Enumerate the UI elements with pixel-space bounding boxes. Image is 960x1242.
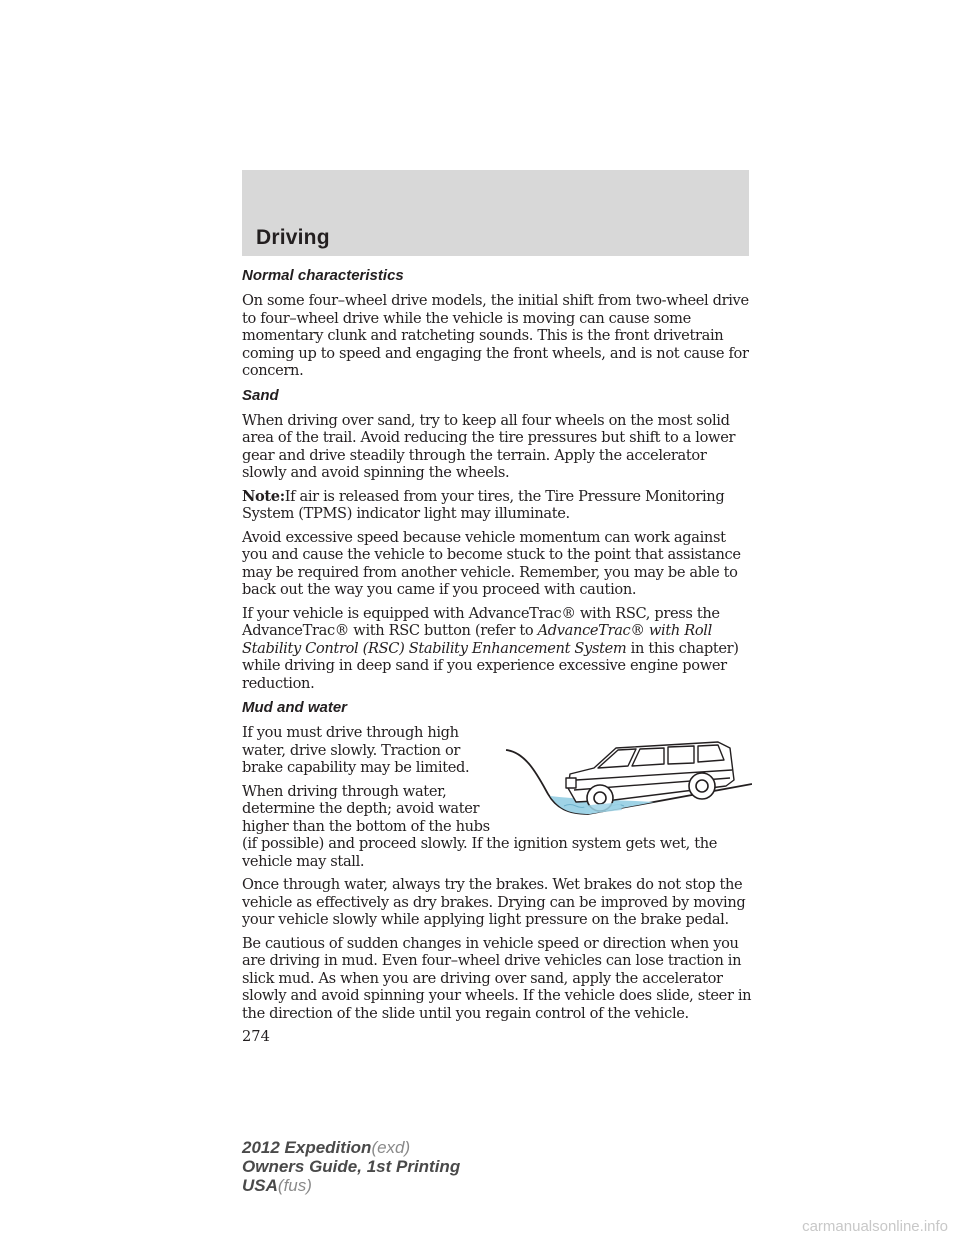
footer-line-1: [242, 1138, 460, 1157]
note-label: Note:: [242, 487, 285, 505]
mud-paragraph-3: Once through water, always try the brakes. Wet brakes do not stop the vehicle as effectively as dry brakes. Drying can be improved by moving your vehicle slowly while applying light pressure on the brake pedal.: [242, 876, 746, 928]
mud-paragraph-1: If you must drive through high water, drive slowly. Traction or brake capability may be limited.: [242, 724, 470, 776]
sand-paragraph-2: Avoid excessive speed because vehicle momentum can work against you and cause the vehicle to become stuck to the point that assistance may be required from another vehicle. Remember, you may be able to back out the way you came if you proceed with caution.: [242, 528, 741, 598]
sand-p3-text-a: If your vehicle is equipped with AdvanceTrac® with RSC, press the AdvanceTrac® with RSC button (refer to: [242, 604, 720, 639]
heading-normal-characteristics: Normal characteristics: [242, 267, 404, 284]
normal-characteristics-paragraph: On some four–wheel drive models, the initial shift from two-wheel drive to four–wheel drive while the vehicle is moving can cause some momentary clunk and ratcheting sounds. This is the front drivetrain coming up to speed and engaging the front wheels, and is not cause for concern.: [242, 292, 749, 379]
advancetrac-reference: AdvanceTrac® with Roll Stability Control (RSC) Stability Enhancement System: [242, 622, 712, 657]
note-text: If air is released from your tires, the Tire Pressure Monitoring System (TPMS) indicator light may illuminate.: [242, 487, 725, 522]
page-number: 274: [242, 1028, 270, 1045]
footer-market-code: (fus): [277, 1176, 312, 1195]
footer-model: 2012 Expedition: [242, 1138, 372, 1157]
mud-paragraph-2a: When driving through water, determine the depth; avoid water higher than the bottom of the hubs: [242, 782, 490, 835]
section-header-band: [242, 170, 749, 256]
heading-sand: Sand: [242, 386, 279, 404]
sand-paragraph-1: When driving over sand, try to keep all four wheels on the most solid area of the trail. Avoid reducing the tire pressures but shift to a lower gear and drive steadily through the terrain. Apply the accelerator slowly and avoid spinning the wheels.: [242, 411, 736, 481]
footer-line-2: [242, 1157, 460, 1176]
mud-paragraph-2b: (if possible) and proceed slowly. If the ignition system gets wet, the vehicle may stall.: [242, 835, 718, 870]
footer-guide-edition: Owners Guide, 1st Printing: [242, 1157, 461, 1176]
sand-paragraph-3: [242, 605, 752, 693]
footer-model-code: (exd): [371, 1138, 411, 1157]
footer-market: USA: [242, 1176, 278, 1195]
sand-p3-text-b: in this chapter) while driving in deep sand if you experience excessive engine power reduction.: [242, 639, 739, 692]
watermark: carmanualsonline.info: [802, 1218, 948, 1235]
heading-mud-and-water: Mud and water: [242, 699, 348, 716]
suv-in-water-illustration: [504, 730, 752, 826]
section-title: Driving: [256, 226, 330, 249]
mud-left-column: [242, 724, 492, 835]
page-content: [242, 266, 752, 1045]
sand-note: [242, 488, 752, 523]
mud-paragraph-4: Be cautious of sudden changes in vehicle speed or direction when you are driving in mud. Even four–wheel drive vehicles can lose traction in slick mud. As when you are driving over sand, apply the accelerator slowly and avoid spinning your wheels. If the vehicle does slide, steer in the direction of the slide until you regain control of the vehicle.: [242, 934, 752, 1022]
document-footer: [242, 1138, 460, 1195]
footer-line-3: [242, 1176, 460, 1195]
mud-water-block: [242, 724, 752, 870]
